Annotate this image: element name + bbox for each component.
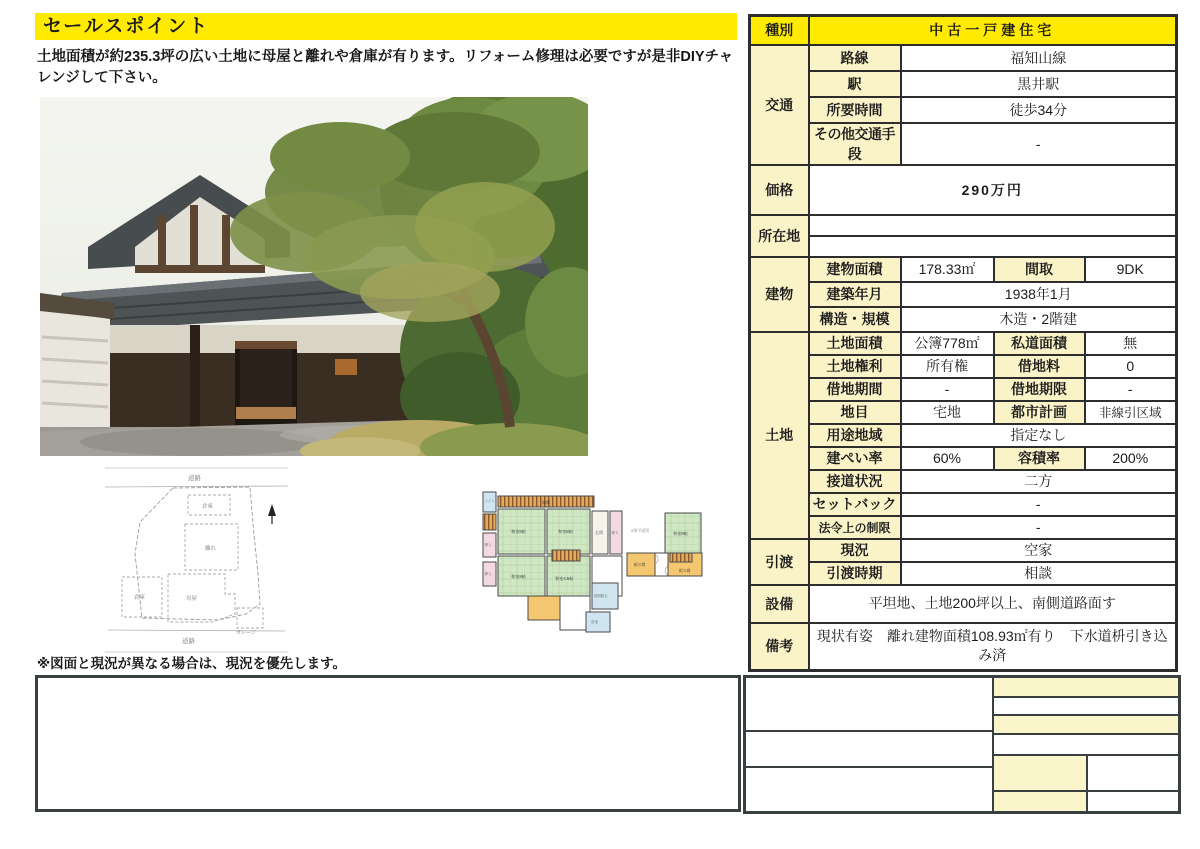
price-value: 290万円 bbox=[809, 165, 1177, 215]
land-right-value: 所有権 bbox=[901, 355, 994, 378]
fp-oshiire-a-label: 押入 bbox=[484, 543, 492, 547]
kind-value: 中古一戸建住宅 bbox=[809, 16, 1177, 45]
fp-washitsu45-label: 和室4.5帖 bbox=[555, 576, 574, 581]
site-plan bbox=[100, 462, 290, 657]
table-row bbox=[750, 424, 1177, 447]
rosen-label: 路線 bbox=[809, 45, 901, 71]
bottom-right-table bbox=[743, 675, 1181, 814]
table-row bbox=[750, 215, 1177, 236]
table-row bbox=[750, 623, 1177, 671]
site-plan-warehouse-left-label: 倉庫 bbox=[134, 595, 146, 601]
table-row bbox=[750, 236, 1177, 257]
fp-oshiire-b-label: 押入 bbox=[484, 572, 492, 576]
lease-period-value: - bbox=[901, 378, 994, 401]
current-state-value: 空家 bbox=[901, 539, 1177, 562]
far-value: 200% bbox=[1085, 447, 1177, 470]
location-value-1 bbox=[809, 215, 1177, 236]
land-category-label: 地目 bbox=[809, 401, 901, 424]
city-plan-value: 非線引区域 bbox=[1085, 401, 1177, 424]
empty-cell bbox=[994, 698, 1178, 716]
fp-genkan-label: 玄関 bbox=[595, 530, 603, 535]
fp-oshiire-c-label: 押入 bbox=[611, 531, 619, 535]
site-plan-garage-label: ガレージ bbox=[236, 630, 256, 636]
other-access-value: - bbox=[901, 123, 1177, 165]
lease-limit-value: - bbox=[1085, 378, 1177, 401]
land-category-value: 宅地 bbox=[901, 401, 994, 424]
fp-2f-caption: 2階平面図 bbox=[631, 528, 650, 533]
legal-limit-value: - bbox=[901, 516, 1177, 539]
zoning-label: 用途地域 bbox=[809, 424, 901, 447]
site-plan-road-top-label: 道路 bbox=[188, 475, 201, 482]
table-row bbox=[750, 585, 1177, 623]
property-spec-table bbox=[748, 14, 1178, 672]
empty-cell bbox=[1088, 792, 1178, 811]
price-label: 価格 bbox=[750, 165, 809, 215]
table-row bbox=[750, 562, 1177, 585]
table-row bbox=[750, 355, 1177, 378]
far-label: 容積率 bbox=[994, 447, 1085, 470]
table-row bbox=[750, 516, 1177, 539]
empty-cell bbox=[746, 678, 992, 732]
bottom-right-left-column bbox=[746, 678, 994, 811]
table-row bbox=[750, 257, 1177, 282]
land-area-value: 公簿778㎡ bbox=[901, 332, 994, 355]
facilities-value: 平坦地、土地200坪以上、南側道路面す bbox=[809, 585, 1177, 623]
site-plan-omoya-label: 母屋 bbox=[186, 596, 198, 602]
structure-label: 構造・規模 bbox=[809, 307, 901, 332]
city-plan-label: 都市計画 bbox=[994, 401, 1085, 424]
table-row bbox=[750, 332, 1177, 355]
empty-cell bbox=[994, 716, 1178, 735]
drawing-disclaimer-note: ※図面と現況が異なる場合は、現況を優先します。 bbox=[37, 656, 347, 671]
table-row bbox=[750, 282, 1177, 307]
bottom-right-right-column bbox=[994, 678, 1178, 811]
location-value-2 bbox=[809, 236, 1177, 257]
road-contact-label: 接道状況 bbox=[809, 470, 901, 493]
facilities-label: 設備 bbox=[750, 585, 809, 623]
setback-label: セットバック bbox=[809, 493, 901, 516]
rent-label: 借地料 bbox=[994, 355, 1085, 378]
site-plan-warehouse-top-label: 倉庫 bbox=[202, 504, 214, 510]
land-section-label: 土地 bbox=[750, 332, 809, 539]
fp-toilet-label: トイレ bbox=[484, 499, 496, 503]
built-date-label: 建築年月 bbox=[809, 282, 901, 307]
land-right-label: 土地権利 bbox=[809, 355, 901, 378]
table-row bbox=[750, 45, 1177, 71]
rent-value: 0 bbox=[1085, 355, 1177, 378]
handover-section-label: 引渡 bbox=[750, 539, 809, 585]
access-section-label: 交通 bbox=[750, 45, 809, 165]
split-row bbox=[994, 756, 1178, 792]
empty-cell bbox=[746, 768, 992, 811]
private-road-label: 私道面積 bbox=[994, 332, 1085, 355]
rosen-value: 福知山線 bbox=[901, 45, 1177, 71]
fp-washitsu8-2f-label: 和室8帖 bbox=[673, 531, 688, 536]
coverage-label: 建ぺい率 bbox=[809, 447, 901, 470]
other-access-label: その他交通手段 bbox=[809, 123, 901, 165]
table-row bbox=[750, 401, 1177, 424]
fp-bath-label: 浴室 bbox=[591, 620, 599, 624]
site-plan-road-bottom-label: 道路 bbox=[182, 638, 195, 645]
fp-washitsu8-c-label: 和室8帖 bbox=[511, 574, 526, 579]
floor-plan bbox=[468, 488, 735, 638]
built-date-value: 1938年1月 bbox=[901, 282, 1177, 307]
remarks-value: 現状有姿 離れ建物面積108.93㎡有り 下水道枡引き込み済 bbox=[809, 623, 1177, 671]
building-section-label: 建物 bbox=[750, 257, 809, 332]
empty-cell bbox=[994, 678, 1178, 698]
zoning-value: 指定なし bbox=[901, 424, 1177, 447]
table-row bbox=[750, 470, 1177, 493]
sales-point-title: セールスポイント bbox=[43, 16, 210, 37]
empty-cell bbox=[994, 792, 1088, 811]
empty-cell bbox=[1088, 756, 1178, 790]
empty-cell bbox=[994, 735, 1178, 756]
current-state-label: 現況 bbox=[809, 539, 901, 562]
fp-itanoma-2f-r-label: 板の間 bbox=[679, 569, 691, 573]
fp-senmen-label: 洗面脱衣 bbox=[594, 594, 608, 598]
lease-limit-label: 借地期限 bbox=[994, 378, 1085, 401]
walk-time-label: 所要時間 bbox=[809, 97, 901, 123]
empty-cell bbox=[994, 756, 1088, 790]
station-label: 駅 bbox=[809, 71, 901, 97]
private-road-value: 無 bbox=[1085, 332, 1177, 355]
legal-limit-label: 法令上の制限 bbox=[809, 516, 901, 539]
bottom-left-empty-box bbox=[35, 675, 741, 812]
fp-washitsu8-a-label: 和室8帖 bbox=[511, 529, 526, 534]
empty-cell bbox=[746, 732, 992, 768]
lease-period-label: 借地期間 bbox=[809, 378, 901, 401]
walk-time-value: 徒歩34分 bbox=[901, 97, 1177, 123]
handover-time-label: 引渡時期 bbox=[809, 562, 901, 585]
building-area-value: 178.33㎡ bbox=[901, 257, 994, 282]
table-row bbox=[750, 447, 1177, 470]
table-row bbox=[750, 71, 1177, 97]
sales-point-header-bar bbox=[35, 13, 737, 40]
madori-label: 間取 bbox=[994, 257, 1085, 282]
structure-value: 木造・2階建 bbox=[901, 307, 1177, 332]
table-row bbox=[750, 97, 1177, 123]
table-row bbox=[750, 378, 1177, 401]
building-area-label: 建物面積 bbox=[809, 257, 901, 282]
table-row bbox=[750, 307, 1177, 332]
fp-itanoma-2f-l-label: 板の間 bbox=[634, 563, 646, 567]
sales-point-text: 土地面積が約235.3坪の広い土地に母屋と離れや倉庫が有ります。リフォーム修理は必要ですが是非DIYチャレンジして下さい。 bbox=[37, 49, 734, 87]
station-value: 黒井駅 bbox=[901, 71, 1177, 97]
table-row bbox=[750, 165, 1177, 215]
land-area-label: 土地面積 bbox=[809, 332, 901, 355]
site-plan-hanare-label: 離れ bbox=[205, 546, 217, 552]
table-row bbox=[750, 123, 1177, 165]
remarks-label: 備考 bbox=[750, 623, 809, 671]
fp-engawa-label: 縁側 bbox=[542, 500, 550, 505]
coverage-value: 60% bbox=[901, 447, 994, 470]
table-row bbox=[750, 16, 1177, 45]
table-row bbox=[750, 539, 1177, 562]
property-photo bbox=[40, 97, 588, 456]
split-row bbox=[994, 792, 1178, 811]
table-row bbox=[750, 493, 1177, 516]
setback-value: - bbox=[901, 493, 1177, 516]
kind-label: 種別 bbox=[750, 16, 809, 45]
location-label: 所在地 bbox=[750, 215, 809, 257]
road-contact-value: 二方 bbox=[901, 470, 1177, 493]
fp-washitsu8-b-label: 和室8帖 bbox=[558, 529, 573, 534]
handover-time-value: 相談 bbox=[901, 562, 1177, 585]
madori-value: 9DK bbox=[1085, 257, 1177, 282]
